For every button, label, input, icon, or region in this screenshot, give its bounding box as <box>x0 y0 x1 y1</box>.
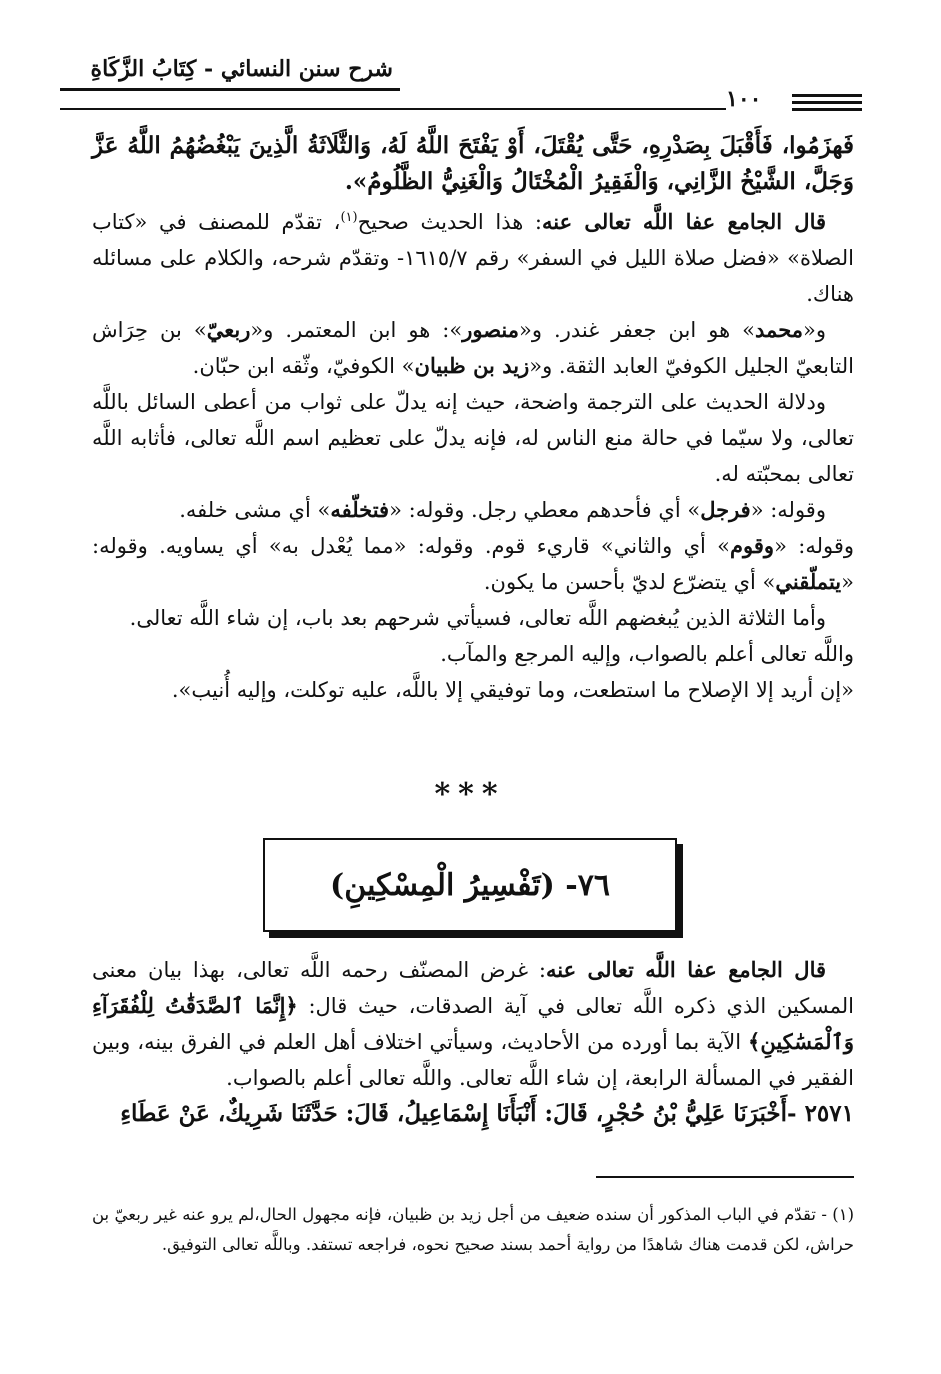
para1-text-b: ، تقدّم للمصنف في «كتاب الصلاة» «فضل صلاة الليل في السفر» رقم ١٦١٥/٧- وتقدّم شرحه، والكلام على مسائله هناك. <box>92 210 854 306</box>
vocab-text: » أي مشى خلفه. <box>179 498 331 522</box>
footnote-reference: (١) <box>340 210 358 225</box>
evidence-paragraph: ودلالة الحديث على الترجمة واضحة، حيث إنه يدلّ على ثواب من أعطى السائل باللَّه تعالى، ولا سيّما في حالة منع الناس له، فإنه يدلّ على تعظيم اسم اللَّه تعالى، فأثابه اللَّه تعالى بمحبّته له. <box>92 390 854 486</box>
upper-text-block <box>92 128 854 708</box>
chapter-commentary <box>92 952 854 1096</box>
hadith-isnad: ٢٥٧١ -أَخْبَرَنَا عَلِيُّ بْنُ حُجْرٍ، قَالَ: أَنْبَأَنَا إِسْمَاعِيلُ، قَالَ: حَدَّثَنَا شَرِيكٌ، عَنْ عَطَاءِ <box>120 1100 854 1127</box>
vocab-text: » أي يتضرّع لديّ بأحسن ما يكون. <box>483 570 776 594</box>
closing-formula: واللَّه تعالى أعلم بالصواب، وإليه المرجع والمآب. <box>440 642 854 666</box>
chapter-title: ٧٦- (تَفْسِيرُ الْمِسْكِينِ) <box>330 867 610 903</box>
header-rule-right-2 <box>792 101 862 104</box>
page-number: ١٠٠ <box>726 86 762 112</box>
footnote <box>92 1200 854 1260</box>
narrators-paragraph <box>92 312 854 384</box>
vocabulary-paragraph <box>92 492 854 528</box>
chapter-heading-box <box>263 838 677 932</box>
para8-text-b: الآية بما أورده من الأحاديث، وسيأتي اختلاف أهل العلم في الفرق بينه، وبين الفقير في المسألة الرابعة، إن شاء اللَّه تعالى. واللَّه تعالى أعلم بالصواب. <box>92 1030 854 1090</box>
three-hated-paragraph: وأما الثلاثة الذين يُبغضهم اللَّه تعالى، فسيأتي شرحهم بعد باب، إن شاء اللَّه تعالى. <box>129 606 826 630</box>
quran-quote: ﴿إِنَّمَا ٱلصَّدَقَٰتُ لِلْفُقَرَآءِ وَٱلْمَسَٰكِينِ﴾ <box>92 993 854 1054</box>
para8-text-a: : غرض المصنّف رحمه اللَّه تعالى، بهذا بيان معنى المسكين الذي ذكره اللَّه تعالى في آية الصدقات، حيث قال: <box>92 958 854 1018</box>
narrators-text: » بن حِرَاش التابعيّ الجليل الكوفيّ العابد الثقة. و« <box>92 318 854 378</box>
commentary-paragraph <box>92 200 854 312</box>
closing-verse: «إن أريد إلا الإصلاح ما استطعت، وما توفيقي إلا باللَّه، عليه توكلت، وإليه أُنيب». <box>171 678 854 702</box>
vocab-term: يتملّقني <box>775 569 842 594</box>
narrators-text: و« <box>803 318 826 342</box>
vocab-text: وقوله: « <box>750 498 826 522</box>
footnote-rule <box>596 1176 854 1178</box>
compiler-lead: قال الجامع عفا اللَّه تعالى عنه <box>545 957 827 982</box>
header-rule-mid <box>60 108 726 110</box>
narrator-name: ربعيّ <box>206 317 251 342</box>
vocabulary-paragraph-2 <box>92 528 854 600</box>
header-rule-right-1 <box>792 94 862 97</box>
vocab-text: » أي فأحدهم معطي رجل. وقوله: « <box>389 498 701 522</box>
para1-text-a: : هذا الحديث صحيح <box>357 210 543 234</box>
narrators-text: » هو ابن جعفر غندر. و« <box>519 318 756 342</box>
header-rule-top <box>60 88 400 91</box>
narrator-name: زيد بن ظبيان <box>414 353 530 378</box>
footnote-text: (١) - تقدّم في الباب المذكور أن سنده ضعيف من أجل زيد بن ظبيان، فإنه مجهول الحال،لم يرو عنه غير ربعيّ بن حراش، لكن قدمت هناك شاهدًا من رواية أحمد بسند صحيح نحوه، فراجعه تستفد. وباللَّه تعالى التوفيق. <box>92 1205 854 1254</box>
narrator-name: منصور <box>462 317 520 342</box>
vocab-text: » أي والثاني» قاريء قوم. وقوله: «مما يُعْدل به» أي يساويه. وقوله: « <box>92 534 854 594</box>
header-rule-right-3 <box>792 108 862 111</box>
vocab-term: فتخلّفه <box>330 497 390 522</box>
vocab-term: وقوم <box>730 533 775 558</box>
vocab-term: فرجل <box>700 497 751 522</box>
section-separator: *** <box>434 777 506 812</box>
running-header-title: شرح سنن النسائي - كِتَابُ الزَّكَاةِ <box>90 56 393 82</box>
hadith-ending: فَهزَمُوا، فَأَقْبَلَ بِصَدْرِهِ، حَتَّى يُقْتَلَ، أَوْ يَفْتَحَ اللَّهُ لَهُ، وَالثَّلَاثَةُ الَّذِينَ يَبْغُضُهُمُ اللَّهُ عَزَّ وَجَلَّ، الشَّيْخُ الزَّانِي، وَالْفَقِيرُ الْمُخْتَالُ وَالْغَنِيُّ الظَّلُومُ». <box>92 132 855 195</box>
narrators-text: » الكوفيّ، وثّقه ابن حبّان. <box>192 354 415 378</box>
compiler-lead: قال الجامع عفا اللَّه تعالى عنه <box>542 209 827 234</box>
narrators-text: »: هو ابن المعتمر. و« <box>250 318 463 342</box>
vocab-text: وقوله: « <box>774 534 854 558</box>
lower-text-block <box>92 952 854 1132</box>
narrator-name: محمد <box>755 317 803 342</box>
